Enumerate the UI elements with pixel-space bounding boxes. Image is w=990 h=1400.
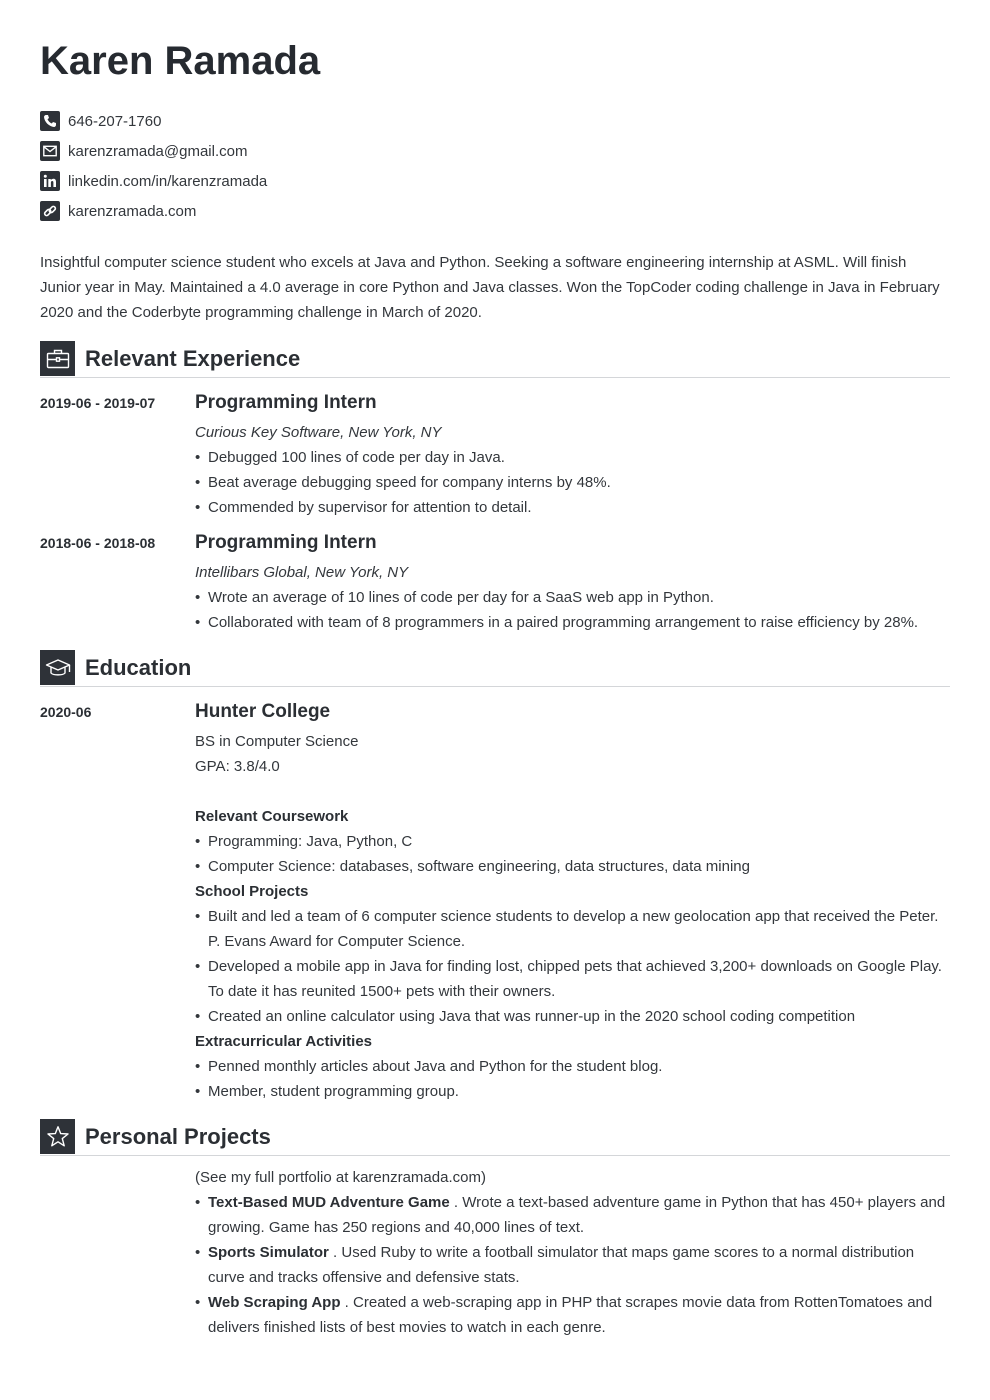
linkedin-icon bbox=[40, 171, 60, 191]
school-projects-heading: School Projects bbox=[195, 883, 309, 900]
project-name: Text-Based MUD Adventure Game bbox=[208, 1194, 450, 1211]
company-name: Intellibars Global, New York, NY bbox=[195, 564, 409, 581]
section-header-experience bbox=[40, 341, 950, 378]
list-item bbox=[195, 1190, 950, 1240]
list-item: • Computer Science: databases, software engineering, data structures, data mining bbox=[195, 854, 950, 879]
entry-date: 2020-06 bbox=[40, 704, 92, 720]
list-item: • Beat average debugging speed for company interns by 48%. bbox=[195, 470, 950, 495]
spacer bbox=[195, 779, 950, 804]
link-icon bbox=[40, 201, 60, 221]
phone-number: 646-207-1760 bbox=[68, 112, 162, 130]
project-description: . Used Ruby to write a football simulator that maps game scores to a normal distribution curve and tracks offensive and defensive stats. bbox=[208, 1244, 915, 1286]
linkedin-url[interactable]: linkedin.com/in/karenzramada bbox=[68, 172, 268, 190]
coursework-heading: Relevant Coursework bbox=[195, 808, 349, 825]
phone-icon bbox=[40, 111, 60, 131]
star-icon bbox=[40, 1119, 75, 1154]
company-name: Curious Key Software, New York, NY bbox=[195, 424, 442, 441]
job-title: Programming Intern bbox=[195, 532, 377, 553]
school-projects-list bbox=[195, 904, 950, 1029]
contact-linkedin bbox=[40, 166, 267, 196]
graduation-cap-icon bbox=[40, 650, 75, 685]
gpa: GPA: 3.8/4.0 bbox=[195, 758, 280, 775]
list-item: • Commended by supervisor for attention to detail. bbox=[195, 495, 950, 520]
contact-phone bbox=[40, 106, 267, 136]
activities-heading: Extracurricular Activities bbox=[195, 1033, 373, 1050]
activities-list bbox=[195, 1054, 950, 1104]
list-item: • Created an online calculator using Java that was runner-up in the 2020 school coding competition bbox=[195, 1004, 950, 1029]
briefcase-icon bbox=[40, 341, 75, 376]
coursework-list bbox=[195, 829, 950, 879]
school-name: Hunter College bbox=[195, 701, 331, 722]
list-item: • Debugged 100 lines of code per day in Java. bbox=[195, 445, 950, 470]
list-item: • Developed a mobile app in Java for finding lost, chipped pets that achieved 3,200+ downloads on Google Play. To date it has reunited 1500+ pets with their owners. bbox=[195, 954, 950, 1004]
list-item: • Programming: Java, Python, C bbox=[195, 829, 950, 854]
section-header-education bbox=[40, 650, 950, 687]
summary-paragraph: Insightful computer science student who excels at Java and Python. Seeking a software engineering internship at ASML. Will finish Junior year in May. Maintained a 4.0 average in core Python and Java classes. Won the TopCoder coding challenge in Java in February 2020 and the Coderbyte programming challenge in March of 2020. bbox=[40, 254, 940, 321]
project-description: . Wrote a text-based adventure game in Python that has 450+ players and growing. Game has 250 regions and 40,000 lines of text. bbox=[208, 1194, 946, 1236]
job-bullets bbox=[195, 445, 950, 520]
section-title-experience: Relevant Experience bbox=[85, 346, 301, 371]
job-bullets bbox=[195, 585, 950, 635]
project-name: Web Scraping App bbox=[208, 1294, 341, 1311]
list-item: • Member, student programming group. bbox=[195, 1079, 950, 1104]
contact-list bbox=[40, 106, 267, 226]
contact-email bbox=[40, 136, 267, 166]
list-item bbox=[195, 1290, 950, 1340]
entry-body bbox=[195, 392, 950, 520]
list-item: • Collaborated with team of 8 programmers in a paired programming arrangement to raise efficiency by 28%. bbox=[195, 610, 950, 635]
email-address[interactable]: karenzramada@gmail.com bbox=[68, 142, 248, 160]
entry-date: 2019-06 - 2019-07 bbox=[40, 395, 156, 411]
list-item: • Built and led a team of 6 computer science students to develop a new geolocation app that received the Peter. P. Evans Award for Computer Science. bbox=[195, 904, 950, 954]
list-item: • Wrote an average of 10 lines of code per day for a SaaS web app in Python. bbox=[195, 585, 950, 610]
project-name: Sports Simulator bbox=[208, 1244, 329, 1261]
portfolio-note: (See my full portfolio at karenzramada.com) bbox=[195, 1169, 486, 1186]
project-description: . Created a web-scraping app in PHP that scrapes movie data from RottenTomatoes and delivers finished lists of best movies to watch in each genre. bbox=[208, 1294, 933, 1336]
section-title-education: Education bbox=[85, 655, 192, 680]
projects-list bbox=[195, 1190, 950, 1340]
list-item bbox=[195, 1240, 950, 1290]
section-title-projects: Personal Projects bbox=[85, 1124, 271, 1149]
candidate-name: Karen Ramada bbox=[40, 39, 321, 83]
degree: BS in Computer Science bbox=[195, 733, 359, 750]
entry-body bbox=[195, 1165, 950, 1340]
email-icon bbox=[40, 141, 60, 161]
job-title: Programming Intern bbox=[195, 392, 377, 413]
section-header-projects bbox=[40, 1119, 950, 1156]
entry-body bbox=[195, 701, 950, 1104]
website-url[interactable]: karenzramada.com bbox=[68, 202, 197, 220]
list-item: • Penned monthly articles about Java and Python for the student blog. bbox=[195, 1054, 950, 1079]
entry-body bbox=[195, 532, 950, 635]
entry-date: 2018-06 - 2018-08 bbox=[40, 535, 156, 551]
contact-website bbox=[40, 196, 267, 226]
